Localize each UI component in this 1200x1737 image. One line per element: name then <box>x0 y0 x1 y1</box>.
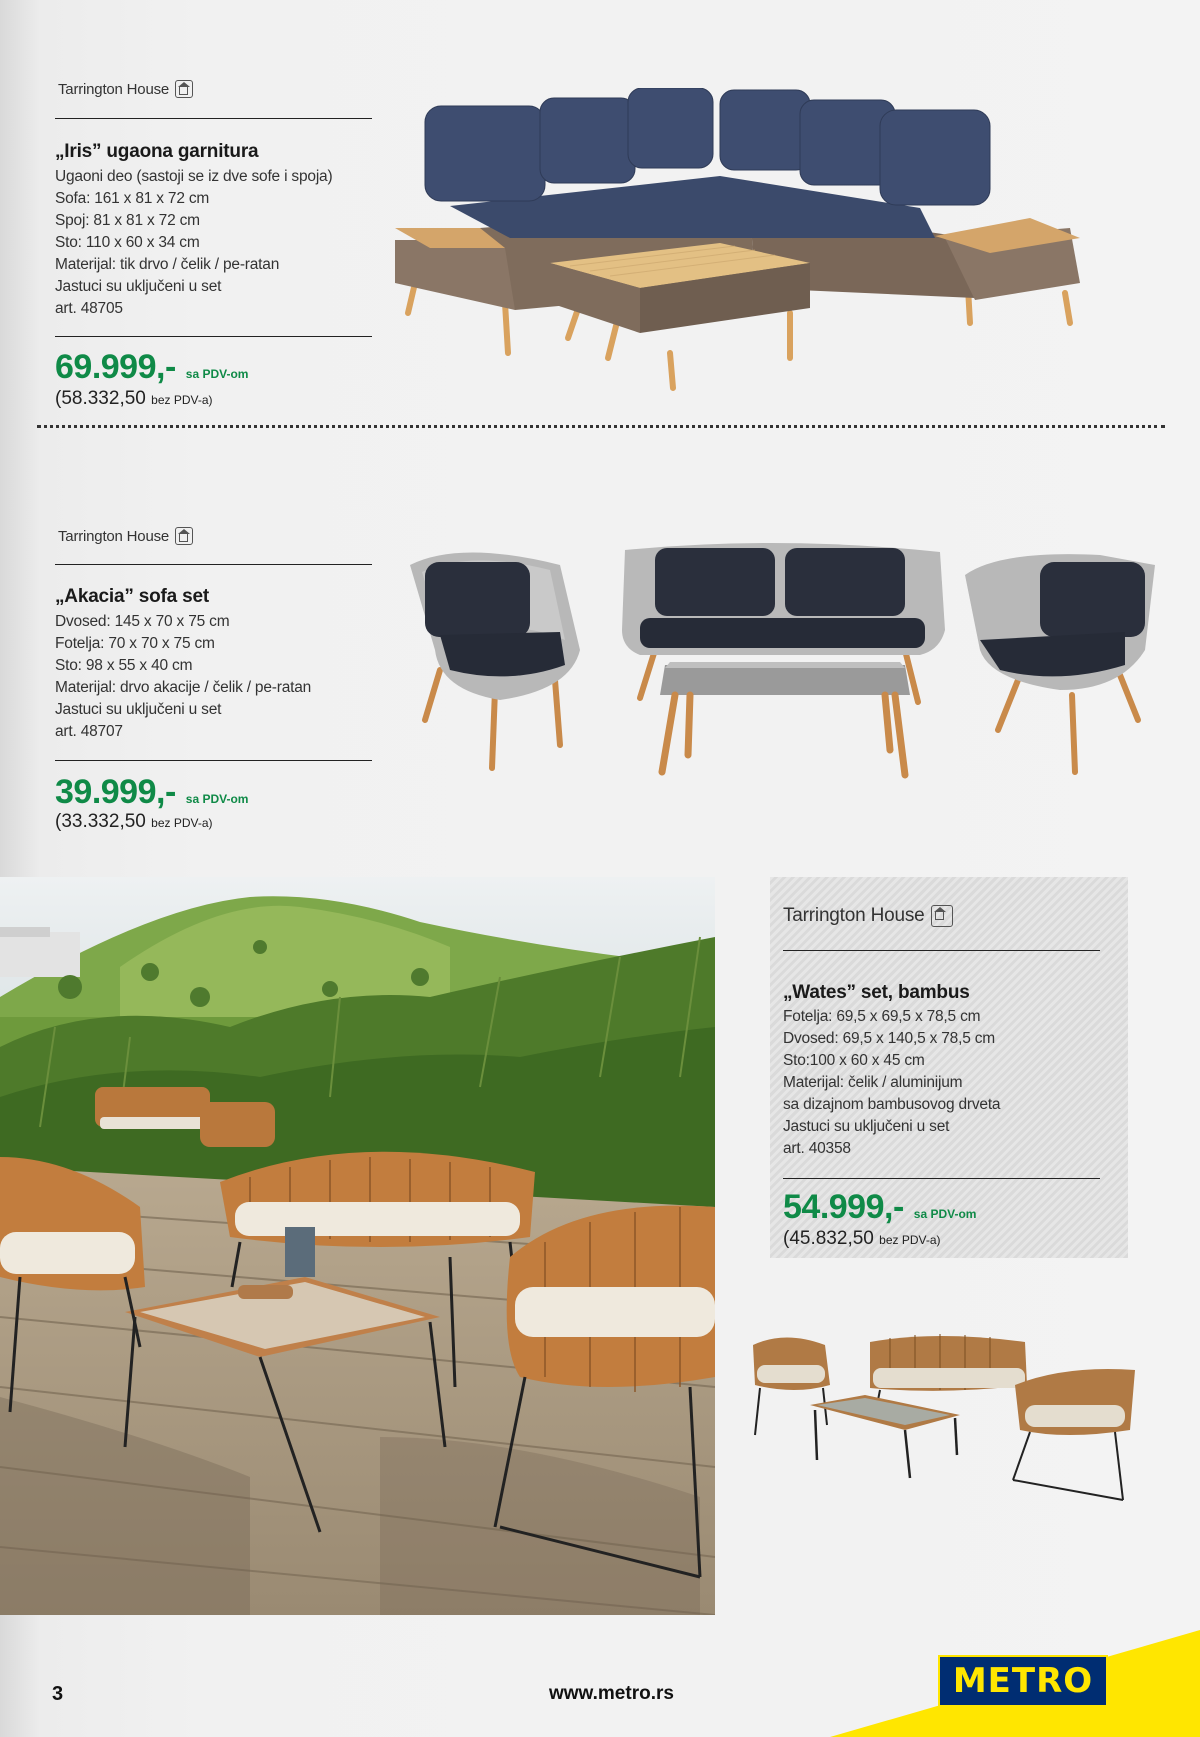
price-net <box>55 388 213 410</box>
divider <box>55 336 372 337</box>
divider <box>55 760 372 761</box>
price-net-value: (58.332,50 <box>55 388 146 409</box>
spec-line: Spoj: 81 x 81 x 72 cm <box>55 212 200 229</box>
spec-line: Fotelja: 69,5 x 69,5 x 78,5 cm <box>783 1008 981 1025</box>
divider <box>783 950 1100 951</box>
divider <box>55 564 372 565</box>
website-link[interactable]: www.metro.rs <box>549 1683 674 1704</box>
price-vat-note: sa PDV-om <box>913 1207 977 1221</box>
spec-line: art. 40358 <box>783 1140 851 1157</box>
divider <box>783 1178 1100 1179</box>
price-net-note: bez PDV-a) <box>151 816 213 830</box>
price-net-value: (45.832,50 <box>783 1228 874 1249</box>
spec-line: Sofa: 161 x 81 x 72 cm <box>55 190 210 207</box>
spec-line: Sto: 110 x 60 x 34 cm <box>55 234 200 251</box>
price-net-value: (33.332,50 <box>55 811 146 832</box>
house-icon <box>175 527 193 545</box>
brand-name: Tarrington House <box>58 527 170 545</box>
product-specs <box>55 166 332 320</box>
section-separator <box>37 425 1165 428</box>
price-vat-note: sa PDV-om <box>185 367 249 381</box>
price-value: 39.999,- <box>55 773 176 811</box>
price <box>783 1188 976 1227</box>
divider <box>55 118 372 119</box>
spec-line: Dvosed: 145 x 70 x 75 cm <box>55 613 230 630</box>
price-net <box>55 811 213 833</box>
iris-corner-sofa-image <box>390 88 1160 408</box>
product-specs <box>783 1006 1000 1160</box>
brand-label <box>58 527 193 545</box>
price <box>55 348 248 387</box>
brand-name: Tarrington House <box>783 905 925 926</box>
metro-logo <box>938 1655 1108 1707</box>
price-net-note: bez PDV-a) <box>879 1233 941 1247</box>
price-value: 54.999,- <box>783 1188 904 1226</box>
page-number: 3 <box>52 1683 64 1705</box>
spec-line: Materijal: čelik / aluminijum <box>783 1074 963 1091</box>
price-net-note: bez PDV-a) <box>151 393 213 407</box>
spec-line: Materijal: drvo akacije / čelik / pe-ratan <box>55 679 312 696</box>
spec-line: Sto: 98 x 55 x 40 cm <box>55 657 193 674</box>
spec-line: Dvosed: 69,5 x 140,5 x 78,5 cm <box>783 1030 995 1047</box>
price-vat-note: sa PDV-om <box>185 792 249 806</box>
price-net <box>783 1228 941 1250</box>
price <box>55 773 248 812</box>
product-title: „Iris” ugaona garnitura <box>55 141 259 162</box>
product-title: „Akacia” sofa set <box>55 586 209 607</box>
spec-line: Jastuci su uključeni u set <box>55 701 222 718</box>
product-title: „Wates” set, bambus <box>783 982 970 1003</box>
house-icon <box>175 80 193 98</box>
akacia-sofa-set-image <box>400 540 1170 785</box>
price-value: 69.999,- <box>55 348 176 386</box>
brand-label <box>783 905 953 927</box>
spec-line: Ugaoni deo (sastoji se iz dve sofe i spoja) <box>55 168 333 185</box>
spec-line: art. 48705 <box>55 300 123 317</box>
spec-line: Sto:100 x 60 x 45 cm <box>783 1052 925 1069</box>
spec-line: art. 48707 <box>55 723 123 740</box>
metro-logo-text: METRO <box>952 1661 1094 1701</box>
spec-line: sa dizajnom bambusovog drveta <box>783 1096 1001 1113</box>
spec-line: Materijal: tik drvo / čelik / pe-ratan <box>55 256 280 273</box>
product-specs <box>55 611 311 743</box>
brand-label <box>58 80 193 98</box>
spec-line: Fotelja: 70 x 70 x 75 cm <box>55 635 215 652</box>
lifestyle-photo <box>0 877 715 1615</box>
brand-name: Tarrington House <box>58 80 170 98</box>
house-icon <box>931 905 953 927</box>
spec-line: Jastuci su uključeni u set <box>783 1118 950 1135</box>
wates-bamboo-set-image <box>745 1330 1145 1530</box>
spec-line: Jastuci su uključeni u set <box>55 278 222 295</box>
